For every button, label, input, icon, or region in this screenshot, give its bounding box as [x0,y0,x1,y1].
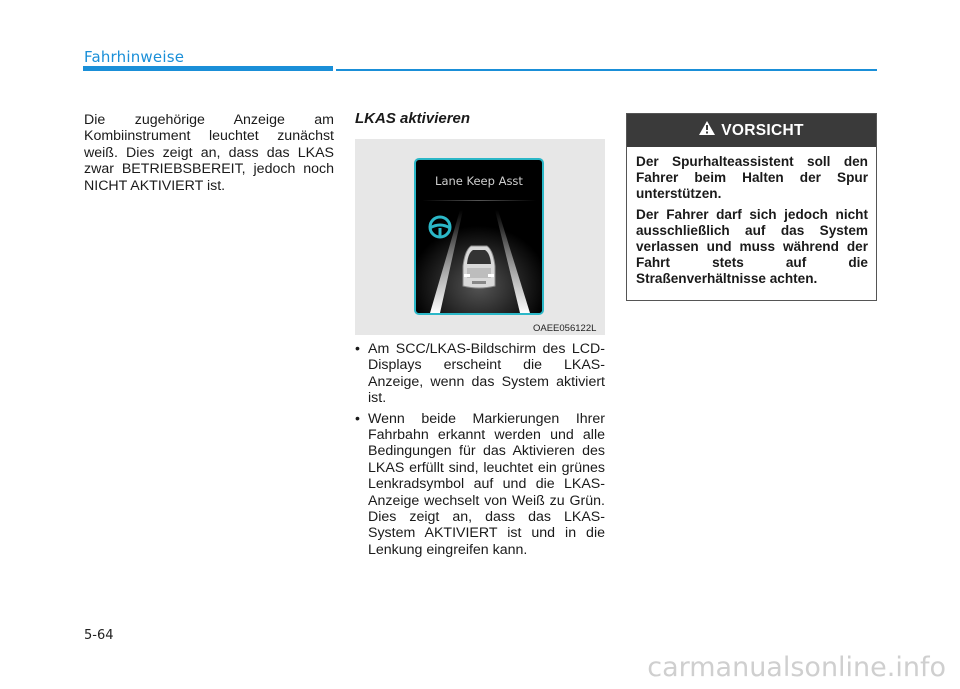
watermark: carmanualsonline.info [647,652,946,683]
caution-paragraph: Der Fahrer darf sich jedoch nicht ausschließlich auf das System verlassen und muss während der Fahrt stets auf die Straßenverhältnisse achten. [636,207,868,286]
car-icon [463,246,495,288]
header-rule-thin [336,69,877,71]
header-rule-thick [83,66,333,71]
road-scene [416,160,542,313]
caution-body [627,147,876,287]
caution-paragraph: Der Spurhalteassistent soll den Fahrer beim Halten der Spur unterstützen. [636,154,868,201]
cluster-display [414,158,544,315]
caution-header [627,114,876,147]
list-item: • Wenn beide Markierungen Ihrer Fahrbahn erkannt werden und alle Bedingungen für das Aktivieren des LKAS erfüllt sind, leuchtet ein grünes Lenkradsymbol auf und die LKAS-Anzeige wechselt von Weiß zu Grün. Dies zeigt an, dass das LKAS-System AKTIVIERT ist und in die Lenkung eingreifen kann. [355,411,605,559]
section-title: Fahrhinweise [84,48,185,66]
display-title: Lane Keep Asst [435,174,523,188]
figure-code: OAEE056122L [533,323,597,334]
intro-paragraph: Die zugehörige Anzeige am Kombiinstrument leuchtet zunächst weiß. Dies zeigt an, dass das LKAS zwar BETRIEBSBEREIT, jedoch noch NICHT AKTIVIERT ist. [84,112,334,194]
page-number: 5-64 [84,628,114,643]
warning-triangle-icon [699,121,715,140]
lkas-figure [355,139,605,335]
bullet-list [355,341,605,562]
section-heading: LKAS aktivieren [355,110,471,127]
list-item: • Am SCC/LKAS-Bildschirm des LCD-Displays erscheint die LKAS-Anzeige, wenn das System aktiviert ist. [355,341,605,407]
caution-box [626,113,877,301]
caution-title: VORSICHT [721,121,804,139]
